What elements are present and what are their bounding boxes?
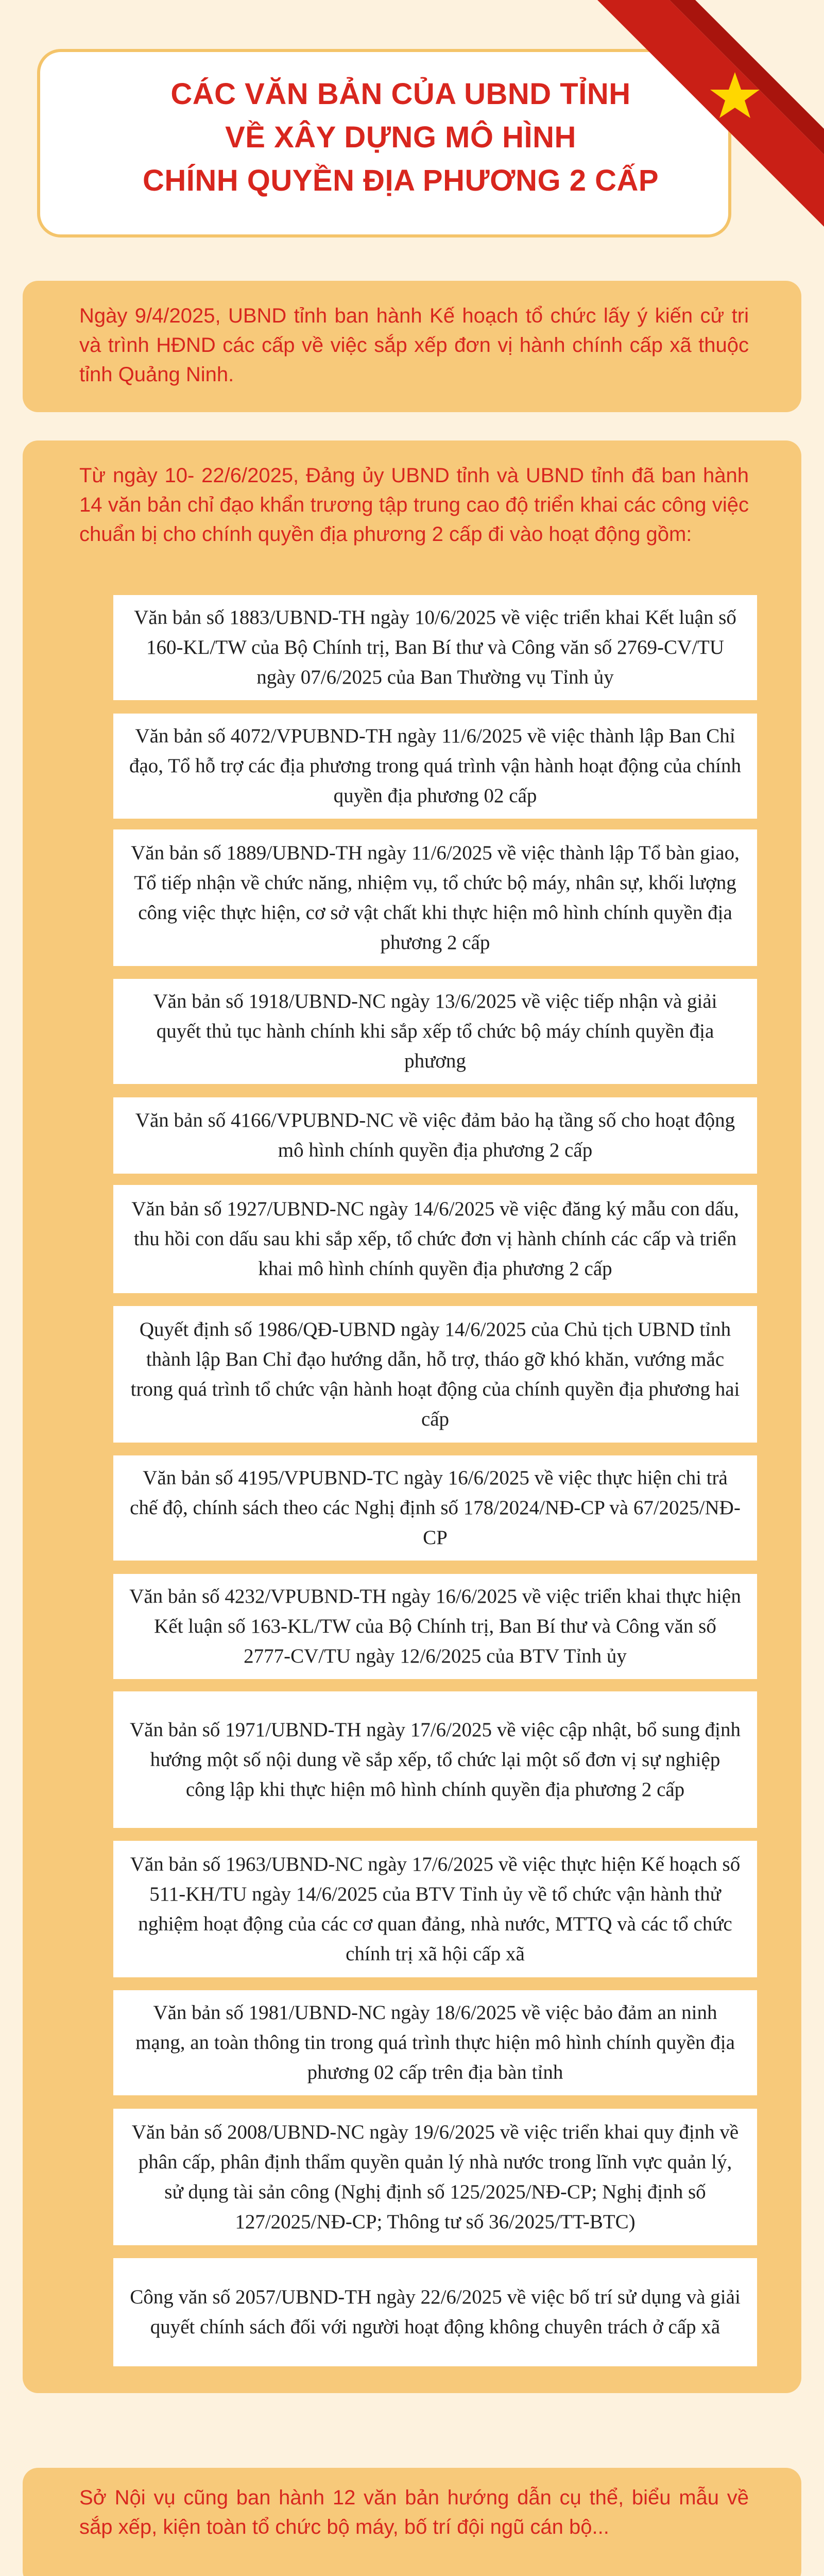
flag-ribbon-graphic <box>577 0 824 247</box>
document-text: Văn bản số 1883/UBND-TH ngày 10/6/2025 về việc triển khai Kết luận số 160-KL/TW của Bộ Chính trị, Ban Bí thư và Công văn số 2769-CV/TU ngày 07/6/2025 của Ban Thường vụ Tỉnh ủy <box>134 606 736 688</box>
document-card <box>113 979 757 1084</box>
document-card <box>113 1691 757 1828</box>
document-text: Văn bản số 1981/UBND-NC ngày 18/6/2025 về việc bảo đảm an ninh mạng, an toàn thông tin trong quá trình thực hiện mô hình chính quyền địa phương 02 cấp trên địa bàn tỉnh <box>135 2002 735 2083</box>
document-card <box>113 714 757 819</box>
intro-text: Ngày 9/4/2025, UBND tỉnh ban hành Kế hoạch tổ chức lấy ý kiến cử tri và trình HĐND các cấp về việc sắp xếp đơn vị hành chính cấp xã thuộc tỉnh Quảng Ninh. <box>79 304 749 386</box>
document-text: Văn bản số 4195/VPUBND-TC ngày 16/6/2025 về việc thực hiện chi trả chế độ, chính sách theo các Nghị định số 178/2024/NĐ-CP và 67/2025/NĐ-CP <box>130 1467 741 1549</box>
document-text: Văn bản số 1963/UBND-NC ngày 17/6/2025 về việc thực hiện Kế hoạch số 511-KH/TU ngày 14/6/2025 của BTV Tỉnh ủy về tổ chức vận hành thử nghiệm hoạt động của các cơ quan đảng, nhà nước, MTTQ và các tổ chức chính trị xã hội cấp xã <box>130 1853 741 1965</box>
intro-panel <box>23 281 801 412</box>
title-line-3: CHÍNH QUYỀN ĐỊA PHƯƠNG 2 CẤP <box>142 164 659 197</box>
document-card <box>113 1455 757 1561</box>
document-card <box>113 1185 757 1293</box>
document-card <box>113 1306 757 1443</box>
flag-ribbon <box>577 0 824 247</box>
outro-text: Sở Nội vụ cũng ban hành 12 văn bản hướng dẫn cụ thể, biểu mẫu về sắp xếp, kiện toàn tổ chức bộ máy, bố trí đội ngũ cán bộ... <box>79 2486 749 2538</box>
document-text: Văn bản số 4232/VPUBND-TH ngày 16/6/2025 về việc triển khai thực hiện Kết luận số 163-KL/TW của Bộ Chính trị, Ban Bí thư và Công văn số 2777-CV/TU ngày 12/6/2025 của BTV Tỉnh ủy <box>129 1585 741 1667</box>
document-text: Quyết định số 1986/QĐ-UBND ngày 14/6/2025 của Chủ tịch UBND tỉnh thành lập Ban Chỉ đạo hướng dẫn, hỗ trợ, tháo gỡ khó khăn, vướng mắc trong quá trình tổ chức vận hành hoạt động của chính quyền địa phương hai cấp <box>130 1318 740 1430</box>
document-card <box>113 2258 757 2366</box>
documents-panel <box>23 440 801 2393</box>
title-line-2: VỀ XÂY DỰNG MÔ HÌNH <box>225 121 576 154</box>
document-card <box>113 595 757 700</box>
document-card <box>113 2109 757 2245</box>
document-text: Văn bản số 2008/UBND-NC ngày 19/6/2025 về việc triển khai quy định về phân cấp, phân định thẩm quyền quản lý nhà nước trong lĩnh vực quản lý, sử dụng tài sản công (Nghị định số 125/2025/NĐ-CP; Nghị định số 127/2025/NĐ-CP; Thông tư số 36/2025/TT-BTC) <box>131 2121 739 2233</box>
document-text: Văn bản số 1889/UBND-TH ngày 11/6/2025 về việc thành lập Tổ bàn giao, Tổ tiếp nhận về chức năng, nhiệm vụ, tổ chức bộ máy, nhân sự, khối lượng công việc thực hiện, cơ sở vật chất khi thực hiện mô hình chính quyền địa phương 2 cấp <box>131 841 740 954</box>
outro-panel <box>23 2468 801 2576</box>
document-text: Văn bản số 4072/VPUBND-TH ngày 11/6/2025 về việc thành lập Ban Chỉ đạo, Tổ hỗ trợ các địa phương trong quá trình vận hành hoạt động của chính quyền địa phương 02 cấp <box>129 725 742 807</box>
document-card <box>113 1574 757 1679</box>
document-text: Văn bản số 4166/VPUBND-NC về việc đảm bảo hạ tầng số cho hoạt động mô hình chính quyền địa phương 2 cấp <box>135 1109 735 1161</box>
document-text: Công văn số 2057/UBND-TH ngày 22/6/2025 về việc bố trí sử dụng và giải quyết chính sách đối với người hoạt động không chuyên trách ở cấp xã <box>130 2286 741 2338</box>
document-card <box>113 829 757 966</box>
title-line-1: CÁC VĂN BẢN CỦA UBND TỈNH <box>170 77 631 111</box>
document-card <box>113 1097 757 1174</box>
document-text: Văn bản số 1971/UBND-TH ngày 17/6/2025 về việc cập nhật, bổ sung định hướng một số nội dung về sắp xếp, tổ chức lại một số đơn vị sự nghiệp công lập khi thực hiện mô hình chính quyền địa phương 2 cấp <box>129 1718 741 1801</box>
documents-intro-text: Từ ngày 10- 22/6/2025, Đảng ủy UBND tỉnh và UBND tỉnh đã ban hành 14 văn bản chỉ đạo khẩn trương tập trung cao độ triển khai các công việc chuẩn bị cho chính quyền địa phương 2 cấp đi vào hoạt động gồm: <box>79 464 749 546</box>
document-text: Văn bản số 1927/UBND-NC ngày 14/6/2025 về việc đăng ký mẫu con dấu, thu hồi con dấu sau khi sắp xếp, tổ chức đơn vị hành chính các cấp và triển khai mô hình chính quyền địa phương 2 cấp <box>131 1198 739 1280</box>
document-card <box>113 1990 757 2095</box>
document-text: Văn bản số 1918/UBND-NC ngày 13/6/2025 về việc tiếp nhận và giải quyết thủ tục hành chính khi sắp xếp tổ chức bộ máy chính quyền địa phương <box>153 990 717 1072</box>
document-card <box>113 1841 757 1977</box>
